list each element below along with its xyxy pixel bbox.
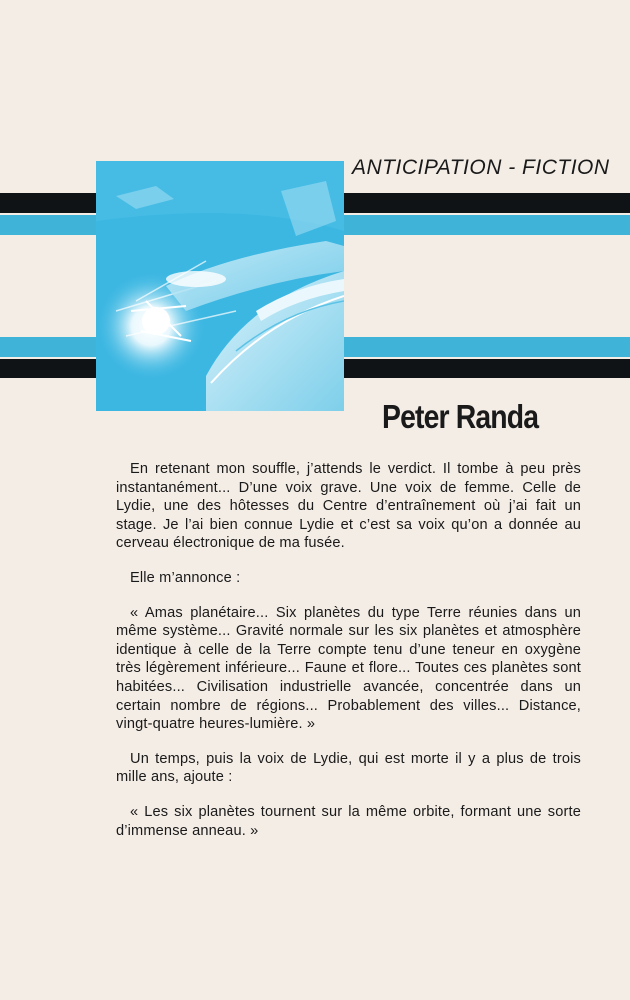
series-label: ANTICIPATION - FICTION [352, 156, 610, 179]
blurb-paragraph-3: « Amas planétaire... Six planètes du type Terre réunies dans un même système... Gravité normale sur les six planètes et atmosphère identique à celle de la Terre compte tenu d’une teneur en oxygène très légèrement inférieure... Faune et flore... Toutes ces planètes sont habitées... Civilisation industrielle avancée, concentrée dans un certain nombre de régions... Probablement des villes... Distance, vingt-quatre heures-lumière. » [116, 604, 581, 733]
blurb-text [116, 460, 581, 856]
blurb-paragraph-2: Elle m’annonce : [130, 569, 241, 586]
spaceship-illustration [96, 161, 344, 411]
author-name: Peter Randa [382, 398, 539, 435]
blurb-paragraph-1: En retenant mon souffle, j’attends le verdict. Il tombe à peu près instantanément... D’une voix grave. Une voix de femme. Celle de Lydie, une des hôtesses du Centre d’entraînement où j’ai fait un stage. Je l’ai bien connue Lydie et c’est sa voix qu’on a donnée au cerveau électronique de ma fusée. [116, 461, 581, 552]
blurb-paragraph-5: « Les six planètes tournent sur la même orbite, formant une sorte d’immense anneau. » [116, 803, 581, 839]
blurb-paragraph-4: Un temps, puis la voix de Lydie, qui est morte il y a plus de trois mille ans, ajoute : [116, 750, 581, 786]
